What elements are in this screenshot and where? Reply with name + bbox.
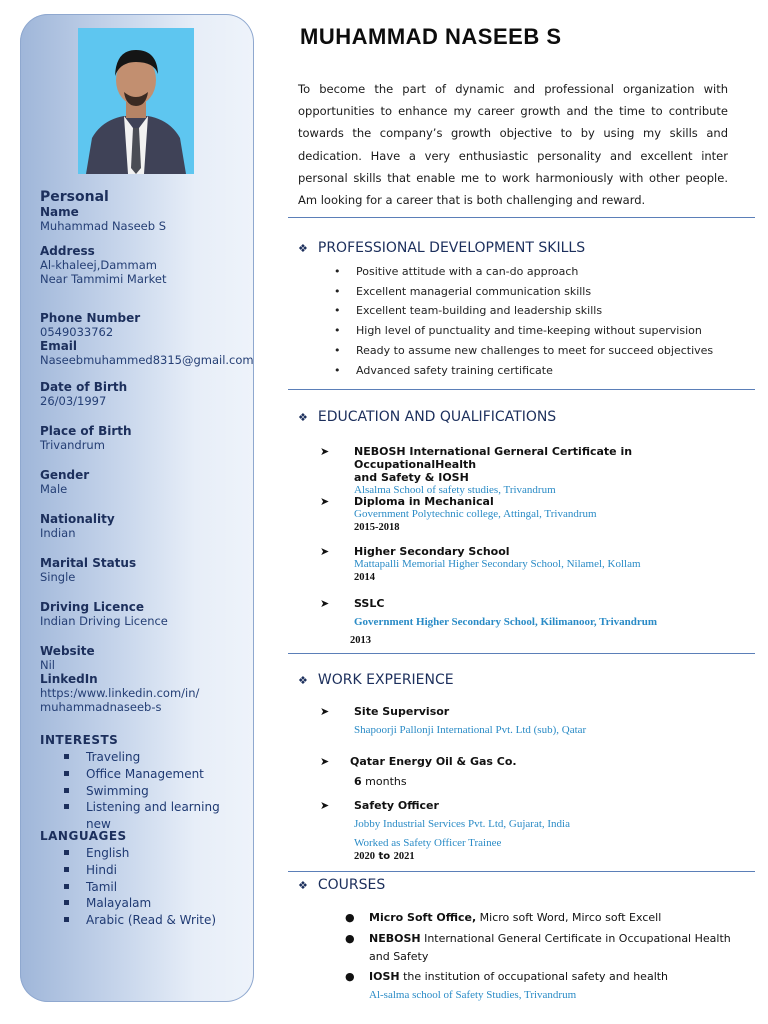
dot-bullet-icon: ● [345, 932, 355, 945]
education-item [320, 597, 740, 647]
arrow-bullet-icon: ➤ [320, 597, 330, 610]
address-label: Address [40, 244, 95, 258]
language-item: Malayalam [40, 895, 240, 912]
pob-label: Place of Birth [40, 424, 132, 438]
work-year-to-word: to [375, 851, 394, 862]
pob-value: Trivandrum [40, 438, 105, 452]
email-value[interactable]: Naseebmuhammed8315@gmail.com [40, 353, 254, 367]
course-item [345, 968, 745, 1004]
gender-block [40, 468, 89, 496]
dob-block [40, 380, 127, 408]
interests-block [40, 733, 240, 833]
arrow-bullet-icon: ➤ [320, 705, 330, 718]
courses-heading-row [298, 877, 385, 893]
education-institution: Alsalma School of safety studies, Trivandrum [354, 484, 556, 496]
education-institution: Mattapalli Memorial Higher Secondary School, Nilamel, Kollam [354, 558, 641, 570]
courses-heading: COURSES [317, 877, 386, 893]
education-year: 2015-2018 [354, 522, 400, 533]
skill-item: • Excellent managerial communication skills [356, 282, 713, 302]
work-heading: WORK EXPERIENCE [317, 672, 454, 688]
work-title: Site Supervisor [354, 705, 450, 718]
interests-list [40, 749, 240, 833]
education-item [320, 545, 740, 584]
arrow-bullet-icon: ➤ [320, 545, 330, 558]
course-detail: Micro soft Word, Mirco soft Excell [476, 911, 662, 924]
work-year-from: 2020 [354, 851, 375, 862]
profile-photo [78, 28, 194, 174]
marital-block [40, 556, 136, 584]
course-item [345, 930, 745, 966]
education-title: Higher Secondary School [354, 545, 510, 558]
diamond-bullet-icon: ❖ [298, 673, 308, 687]
arrow-bullet-icon: ➤ [320, 755, 330, 768]
course-detail: International General Certificate in Occupational Health [420, 932, 731, 945]
course-detail: the institution of occupational safety and health [399, 970, 669, 983]
linkedin-label: LinkedIn [40, 672, 98, 686]
work-note: Worked as Safety Officer Trainee [354, 837, 502, 849]
language-item: Tamil [40, 879, 240, 896]
education-year: 2014 [354, 572, 375, 583]
interests-heading: INTERESTS [40, 733, 119, 747]
language-item: English [40, 845, 240, 862]
arrow-bullet-icon: ➤ [320, 799, 330, 812]
phone-value: 0549033762 [40, 325, 114, 339]
interest-item: Swimming [40, 783, 240, 800]
pob-block [40, 424, 132, 452]
education-title: and Safety & IOSH [354, 471, 469, 484]
education-item [320, 445, 740, 497]
skill-item: • Ready to assume new challenges to meet for succeed objectives [356, 341, 713, 361]
work-employer: Jobby Industrial Services Pvt. Ltd, Gujarat, India [354, 818, 570, 830]
candidate-name: MUHAMMAD NASEEB S [300, 24, 562, 49]
work-item [320, 705, 740, 737]
education-title: SSLC [354, 597, 385, 610]
personal-heading: Personal [40, 189, 109, 205]
licence-label: Driving Licence [40, 600, 145, 614]
work-heading-row [298, 672, 454, 688]
skill-item: • High level of punctuality and time-keeping without supervision [356, 321, 713, 341]
course-name: IOSH [369, 970, 400, 983]
course-detail-line-2: and Safety [369, 950, 429, 963]
name-label: Name [40, 205, 79, 219]
education-heading: EDUCATION AND QUALIFICATIONS [317, 409, 557, 425]
work-title: Qatar Energy Oil & Gas Co. [350, 755, 517, 768]
skills-heading-row [298, 240, 585, 256]
section-divider [288, 871, 755, 872]
work-employer: Shapoorji Pallonji International Pvt. Ltd (sub), Qatar [354, 724, 587, 736]
arrow-bullet-icon: ➤ [320, 445, 330, 458]
languages-heading: LANGUAGES [40, 829, 127, 843]
contact-block [40, 311, 254, 367]
personal-section [40, 190, 166, 233]
nationality-label: Nationality [40, 512, 115, 526]
course-name: NEBOSH [369, 932, 421, 945]
marital-value: Single [40, 570, 76, 584]
email-label: Email [40, 339, 78, 353]
gender-label: Gender [40, 468, 90, 482]
marital-label: Marital Status [40, 556, 137, 570]
education-year: 2013 [350, 635, 371, 646]
languages-block [40, 829, 240, 929]
education-item [320, 495, 740, 534]
phone-label: Phone Number [40, 311, 141, 325]
address-line-1: Al-khaleej,Dammam [40, 258, 157, 272]
section-divider [288, 217, 755, 218]
interest-item: Listening and learning new [40, 799, 240, 833]
languages-list [40, 845, 240, 929]
work-duration-number: 6 [354, 775, 362, 788]
dob-value: 26/03/1997 [40, 394, 107, 408]
skills-heading: PROFESSIONAL DEVELOPMENT SKILLS [317, 240, 586, 256]
dob-label: Date of Birth [40, 380, 128, 394]
section-divider [288, 389, 755, 390]
nationality-value: Indian [40, 526, 76, 540]
work-duration [354, 775, 740, 788]
skill-item: • Excellent team-building and leadership skills [356, 301, 713, 321]
course-name: Micro Soft Office, [369, 911, 477, 924]
language-item: Arabic (Read & Write) [40, 912, 240, 929]
web-block [40, 644, 199, 714]
licence-block [40, 600, 168, 628]
dot-bullet-icon: ● [345, 970, 355, 983]
interest-item: Office Management [40, 766, 240, 783]
education-title: Diploma in Mechanical [354, 495, 494, 508]
course-institution: Al-salma school of Safety Studies, Trivandrum [369, 989, 577, 1001]
work-title: Safety Officer [354, 799, 439, 812]
diamond-bullet-icon: ❖ [298, 410, 308, 424]
address-block [40, 244, 166, 286]
skill-item: • Positive attitude with a can-do approach [356, 262, 713, 282]
education-title: NEBOSH International Gerneral Certificate in OccupationalHealth [354, 445, 633, 471]
section-divider [288, 653, 755, 654]
name-value: Muhammad Naseeb S [40, 219, 167, 233]
linkedin-line-2[interactable]: muhammadnaseeb-s [40, 700, 162, 714]
dot-bullet-icon: ● [345, 911, 355, 924]
course-item [345, 909, 745, 927]
skills-list [356, 262, 713, 380]
work-year-to: 2021 [393, 851, 415, 862]
licence-value: Indian Driving Licence [40, 614, 168, 628]
work-years [354, 850, 740, 863]
diamond-bullet-icon: ❖ [298, 241, 308, 255]
education-heading-row [298, 409, 556, 425]
arrow-bullet-icon: ➤ [320, 495, 330, 508]
work-item [320, 755, 740, 788]
website-value: Nil [40, 658, 55, 672]
website-label: Website [40, 644, 95, 658]
diamond-bullet-icon: ❖ [298, 878, 308, 892]
work-item [320, 799, 740, 863]
work-duration-unit: months [361, 775, 407, 788]
gender-value: Male [40, 482, 68, 496]
objective-paragraph: To become the part of dynamic and professional organization with opportunities to enhance my career growth and the time to contribute towards the company’s growth objective to by using my skills and dedication. Have a very enthusiastic personality and excellent inter personal skills that enable me to work harmoniously with other people. Am looking for a career that is both challenging and reward. [298, 82, 728, 208]
education-institution: Government Higher Secondary School, Kilimanoor, Trivandrum [354, 616, 658, 628]
nationality-block [40, 512, 115, 540]
skill-item: • Advanced safety training certificate [356, 361, 713, 381]
language-item: Hindi [40, 862, 240, 879]
portrait-image [78, 28, 194, 174]
interest-item: Traveling [40, 749, 240, 766]
linkedin-line-1[interactable]: https:/www.linkedin.com/in/ [40, 686, 200, 700]
address-line-2: Near Tammimi Market [40, 272, 167, 286]
education-institution: Government Polytechnic college, Attingal, Trivandrum [354, 508, 597, 520]
